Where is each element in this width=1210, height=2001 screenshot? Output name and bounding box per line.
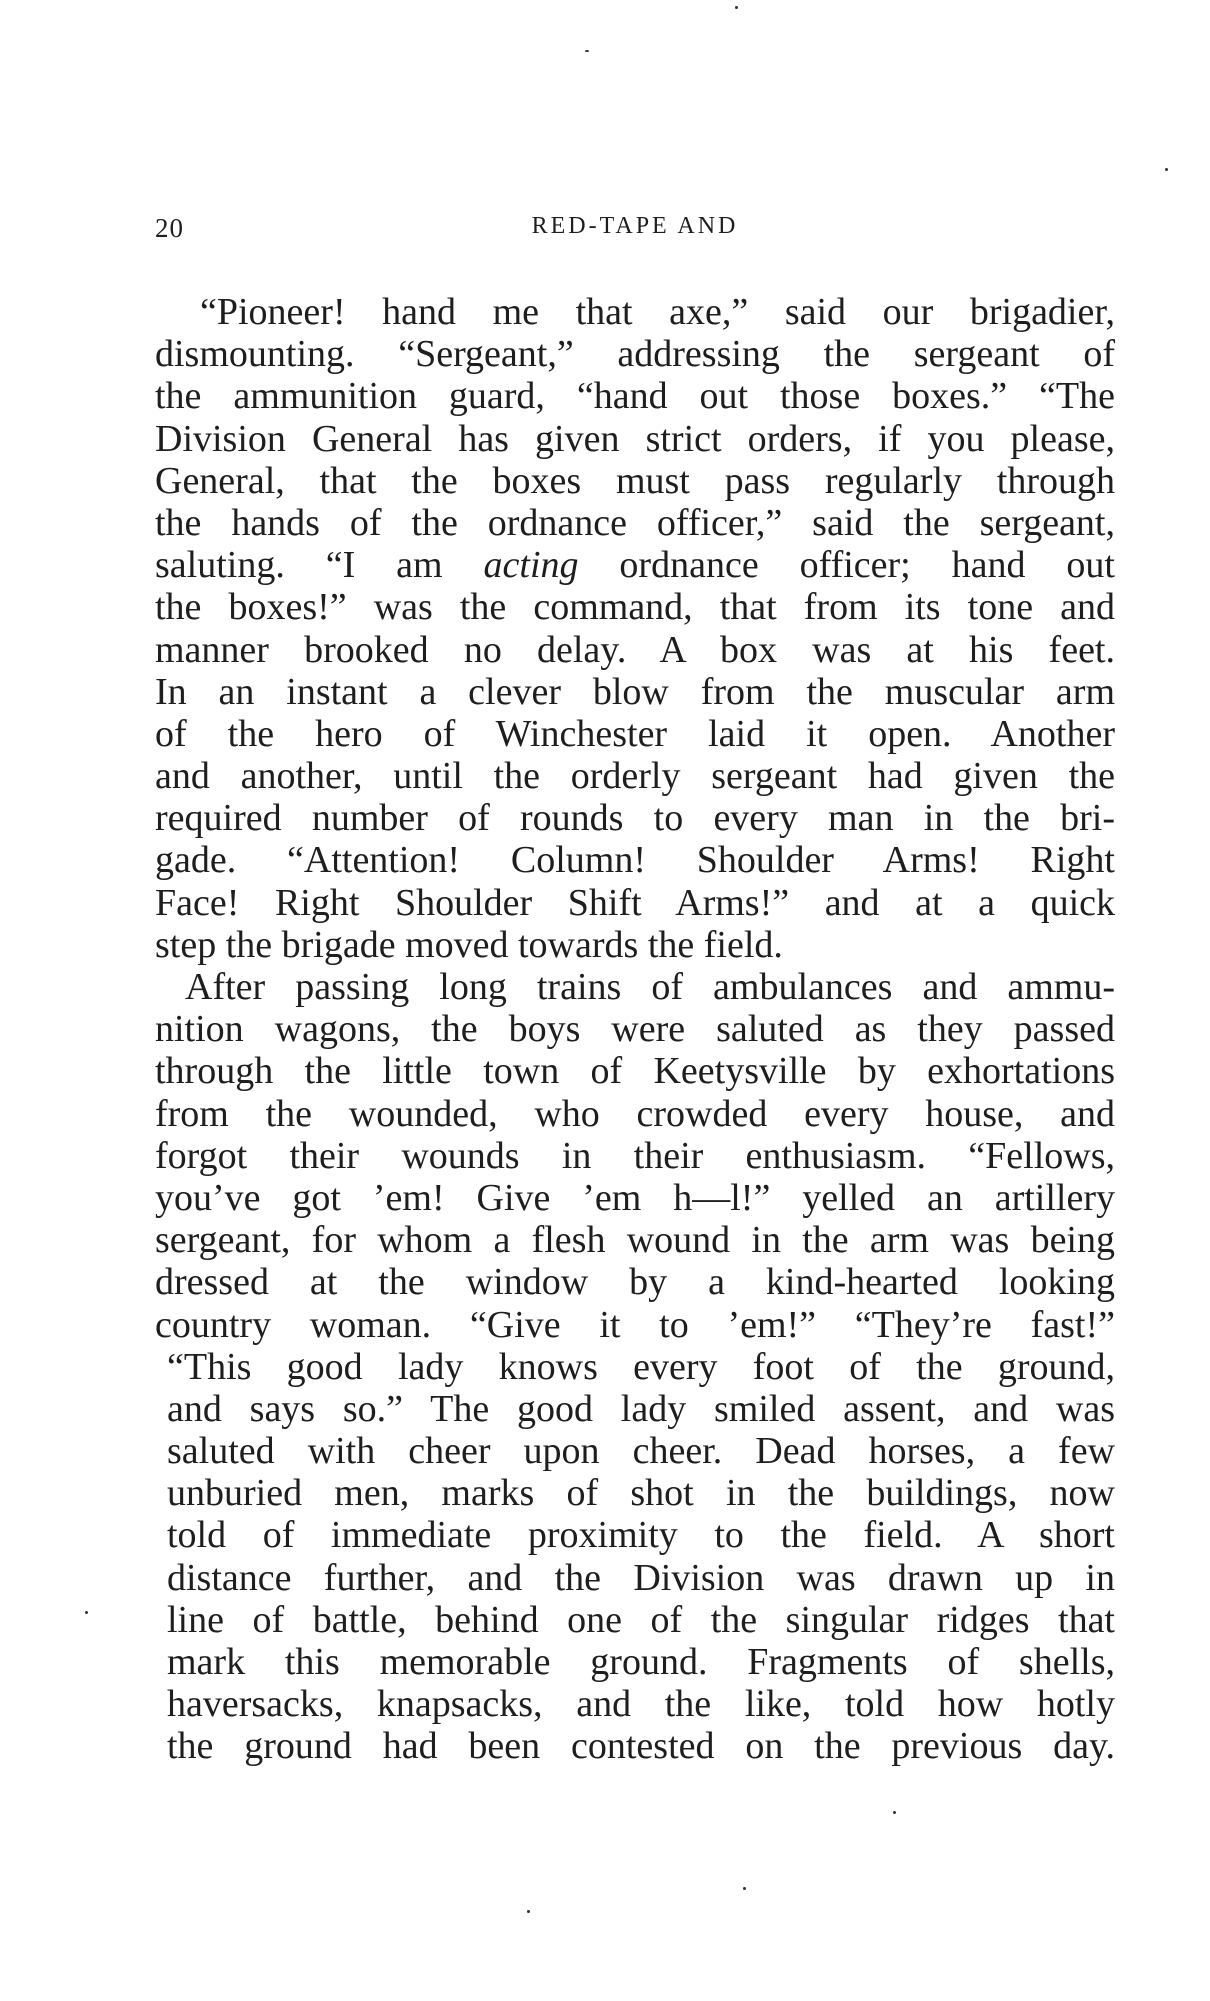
- text-line: saluted with cheer upon cheer. Dead horses, a few: [167, 1430, 1115, 1473]
- text-line: [155, 544, 1115, 586]
- italic-word: acting: [483, 544, 579, 587]
- text-line: line of battle, behind one of the singular ridges that: [167, 1598, 1115, 1641]
- text-line: mark this memorable ground. Fragments of shells,: [167, 1641, 1115, 1683]
- text-line: Division General has given strict orders, if you please,: [155, 417, 1115, 460]
- text-line: country woman. “Give it to ’em!” “They’re fast!”: [155, 1303, 1115, 1346]
- text-line: General, that the boxes must pass regularly through: [155, 459, 1115, 502]
- text-line: the boxes!” was the command, that from its tone and: [155, 586, 1115, 629]
- paper-speck: [585, 50, 589, 52]
- text-line: the ground had been contested on the previous day.: [167, 1725, 1115, 1768]
- paper-speck: [527, 1910, 530, 1913]
- paragraph-1: [155, 291, 1115, 966]
- text-line: the ammunition guard, “hand out those boxes.” “The: [155, 375, 1115, 418]
- text-line: dressed at the window by a kind-hearted looking: [155, 1261, 1115, 1304]
- text-line: “This good lady knows every foot of the ground,: [167, 1345, 1115, 1388]
- text-line: unburied men, marks of shot in the buildings, now: [167, 1472, 1115, 1515]
- text-line: sergeant, for whom a flesh wound in the arm was being: [155, 1219, 1115, 1262]
- paper-speck: [1165, 168, 1168, 171]
- paragraph-2: [155, 966, 1115, 1768]
- paper-speck: [85, 1611, 88, 1614]
- text-line: through the little town of Keetysville by exhortations: [155, 1050, 1115, 1093]
- running-head: [155, 213, 1115, 253]
- paper-speck: [735, 6, 738, 9]
- text-line: and another, until the orderly sergeant had given the: [155, 755, 1115, 798]
- text-line: from the wounded, who crowded every house, and: [155, 1092, 1115, 1135]
- text-line: step the brigade moved towards the field.: [155, 923, 783, 966]
- text-line: the hands of the ordnance officer,” said the sergeant,: [155, 501, 1115, 544]
- text-line: you’ve got ’em! Give ’em h—l!” yelled an artillery: [155, 1176, 1115, 1219]
- text-line: required number of rounds to every man in the bri-: [155, 797, 1115, 840]
- text-line: dismounting. “Sergeant,” addressing the sergeant of: [155, 333, 1115, 376]
- text-line: manner brooked no delay. A box was at his feet.: [155, 628, 1115, 671]
- line-segment: ordnance officer; hand out: [578, 544, 1115, 587]
- text-line: Face! Right Shoulder Shift Arms!” and at a quick: [155, 881, 1115, 924]
- text-line: forgot their wounds in their enthusiasm. “Fellows,: [155, 1134, 1115, 1177]
- page-number: 20: [155, 213, 184, 243]
- text-line: of the hero of Winchester laid it open. Another: [155, 712, 1115, 755]
- running-title: RED-TAPE AND: [531, 213, 739, 239]
- text-line: In an instant a clever blow from the muscular arm: [155, 670, 1115, 713]
- text-line: nition wagons, the boys were saluted as they passed: [155, 1008, 1115, 1051]
- paper-speck: [743, 1887, 746, 1890]
- text-line: “Pioneer! hand me that axe,” said our brigadier,: [200, 291, 1115, 333]
- text-line: After passing long trains of ambulances and ammu-: [185, 966, 1115, 1008]
- text-line: gade. “Attention! Column! Shoulder Arms! Right: [155, 839, 1115, 882]
- text-line: told of immediate proximity to the field. A short: [167, 1514, 1115, 1557]
- line-segment: saluting. “I am: [155, 544, 484, 587]
- text-line: haversacks, knapsacks, and the like, told how hotly: [167, 1683, 1115, 1726]
- paper-speck: [893, 1811, 896, 1814]
- text-line: and says so.” The good lady smiled assent, and was: [167, 1387, 1115, 1430]
- text-line: distance further, and the Division was drawn up in: [167, 1556, 1115, 1599]
- body-text: [155, 291, 1115, 1768]
